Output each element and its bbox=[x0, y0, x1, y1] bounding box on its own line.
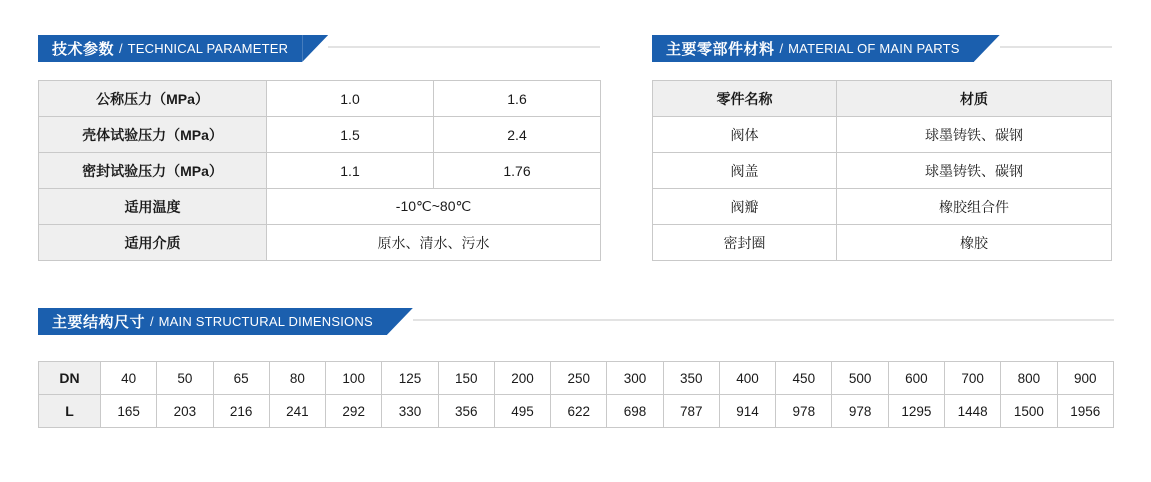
dn-value: 200 bbox=[494, 362, 550, 395]
material-header-bar bbox=[652, 35, 974, 62]
technical-parameter-title-separator: / bbox=[119, 41, 123, 56]
table-row bbox=[39, 362, 1114, 395]
l-value: 698 bbox=[607, 395, 663, 428]
row-value: 原水、清水、污水 bbox=[267, 225, 601, 261]
table-row bbox=[653, 117, 1112, 153]
header-tail-shape bbox=[302, 35, 328, 62]
part-name: 阀体 bbox=[653, 117, 837, 153]
row-value: 1.1 bbox=[267, 153, 434, 189]
table-row bbox=[653, 153, 1112, 189]
row-label: DN bbox=[39, 362, 101, 395]
row-value: 1.0 bbox=[267, 81, 434, 117]
material-title-separator: / bbox=[779, 41, 784, 56]
row-value: 1.76 bbox=[434, 153, 601, 189]
table-header-row bbox=[653, 81, 1112, 117]
row-label: 公称压力（MPa） bbox=[39, 81, 267, 117]
l-value: 495 bbox=[494, 395, 550, 428]
row-label: 适用介质 bbox=[39, 225, 267, 261]
l-value: 787 bbox=[663, 395, 719, 428]
technical-parameter-title-en: TECHNICAL PARAMETER bbox=[127, 41, 289, 56]
l-value: 622 bbox=[551, 395, 607, 428]
part-material: 橡胶组合件 bbox=[837, 189, 1112, 225]
material-of-main-parts-section bbox=[652, 35, 1112, 261]
part-name: 阀盖 bbox=[653, 153, 837, 189]
material-header bbox=[652, 35, 1112, 62]
row-value: 1.5 bbox=[267, 117, 434, 153]
row-value: 2.4 bbox=[434, 117, 601, 153]
material-title-cn: 主要零部件材料 bbox=[666, 41, 775, 58]
dimensions-table bbox=[38, 361, 1114, 428]
table-row bbox=[39, 81, 601, 117]
l-value: 330 bbox=[382, 395, 438, 428]
row-label: L bbox=[39, 395, 101, 428]
dn-value: 50 bbox=[157, 362, 213, 395]
part-name: 阀瓣 bbox=[653, 189, 837, 225]
part-material: 橡胶 bbox=[837, 225, 1112, 261]
technical-parameter-header bbox=[38, 35, 600, 62]
material-table bbox=[652, 80, 1112, 261]
dimensions-title-en: MAIN STRUCTURAL DIMENSIONS bbox=[158, 314, 373, 329]
material-title-en: MATERIAL OF MAIN PARTS bbox=[788, 41, 960, 56]
l-value: 356 bbox=[438, 395, 494, 428]
technical-parameter-title-cn: 技术参数 bbox=[52, 41, 115, 58]
dn-value: 700 bbox=[944, 362, 1000, 395]
part-name: 密封圈 bbox=[653, 225, 837, 261]
l-value: 165 bbox=[101, 395, 157, 428]
material-table-wrap bbox=[652, 80, 1112, 261]
dn-value: 150 bbox=[438, 362, 494, 395]
header-rule-line bbox=[328, 35, 600, 62]
dn-value: 500 bbox=[832, 362, 888, 395]
row-value: -10℃~80℃ bbox=[267, 189, 601, 225]
dn-value: 65 bbox=[213, 362, 269, 395]
part-material: 球墨铸铁、碳钢 bbox=[837, 153, 1112, 189]
dn-value: 80 bbox=[269, 362, 325, 395]
l-value: 978 bbox=[832, 395, 888, 428]
dn-value: 400 bbox=[719, 362, 775, 395]
l-value: 203 bbox=[157, 395, 213, 428]
column-header: 材质 bbox=[837, 81, 1112, 117]
dn-value: 300 bbox=[607, 362, 663, 395]
column-header: 零件名称 bbox=[653, 81, 837, 117]
technical-parameter-header-bar bbox=[38, 35, 302, 62]
technical-parameter-section bbox=[38, 35, 600, 261]
table-row bbox=[653, 189, 1112, 225]
row-label: 壳体试验压力（MPa） bbox=[39, 117, 267, 153]
table-row bbox=[39, 153, 601, 189]
dimensions-header-bar bbox=[38, 308, 387, 335]
dn-value: 800 bbox=[1001, 362, 1057, 395]
dn-value: 250 bbox=[551, 362, 607, 395]
l-value: 978 bbox=[776, 395, 832, 428]
row-label: 密封试验压力（MPa） bbox=[39, 153, 267, 189]
l-value: 1448 bbox=[944, 395, 1000, 428]
technical-parameter-table bbox=[38, 80, 601, 261]
dimensions-title-separator: / bbox=[150, 314, 154, 329]
dn-value: 100 bbox=[326, 362, 382, 395]
dn-value: 350 bbox=[663, 362, 719, 395]
l-value: 216 bbox=[213, 395, 269, 428]
table-row bbox=[653, 225, 1112, 261]
table-row bbox=[39, 395, 1114, 428]
dn-value: 450 bbox=[776, 362, 832, 395]
dimensions-header bbox=[38, 308, 1114, 335]
dn-value: 600 bbox=[888, 362, 944, 395]
dn-value: 900 bbox=[1057, 362, 1113, 395]
technical-parameter-table-wrap bbox=[38, 80, 600, 261]
dn-value: 40 bbox=[101, 362, 157, 395]
row-value: 1.6 bbox=[434, 81, 601, 117]
main-structural-dimensions-section bbox=[38, 308, 1114, 428]
l-value: 292 bbox=[326, 395, 382, 428]
l-value: 1956 bbox=[1057, 395, 1113, 428]
l-value: 1295 bbox=[888, 395, 944, 428]
header-rule-line bbox=[1000, 35, 1112, 62]
l-value: 1500 bbox=[1001, 395, 1057, 428]
row-label: 适用温度 bbox=[39, 189, 267, 225]
header-tail-shape bbox=[974, 35, 1000, 62]
dimensions-table-wrap bbox=[38, 361, 1114, 428]
dimensions-title-cn: 主要结构尺寸 bbox=[52, 314, 146, 331]
part-material: 球墨铸铁、碳钢 bbox=[837, 117, 1112, 153]
table-row bbox=[39, 225, 601, 261]
l-value: 241 bbox=[269, 395, 325, 428]
l-value: 914 bbox=[719, 395, 775, 428]
header-rule-line bbox=[413, 308, 1114, 335]
header-tail-shape bbox=[387, 308, 413, 335]
table-row bbox=[39, 117, 601, 153]
dn-value: 125 bbox=[382, 362, 438, 395]
table-row bbox=[39, 189, 601, 225]
